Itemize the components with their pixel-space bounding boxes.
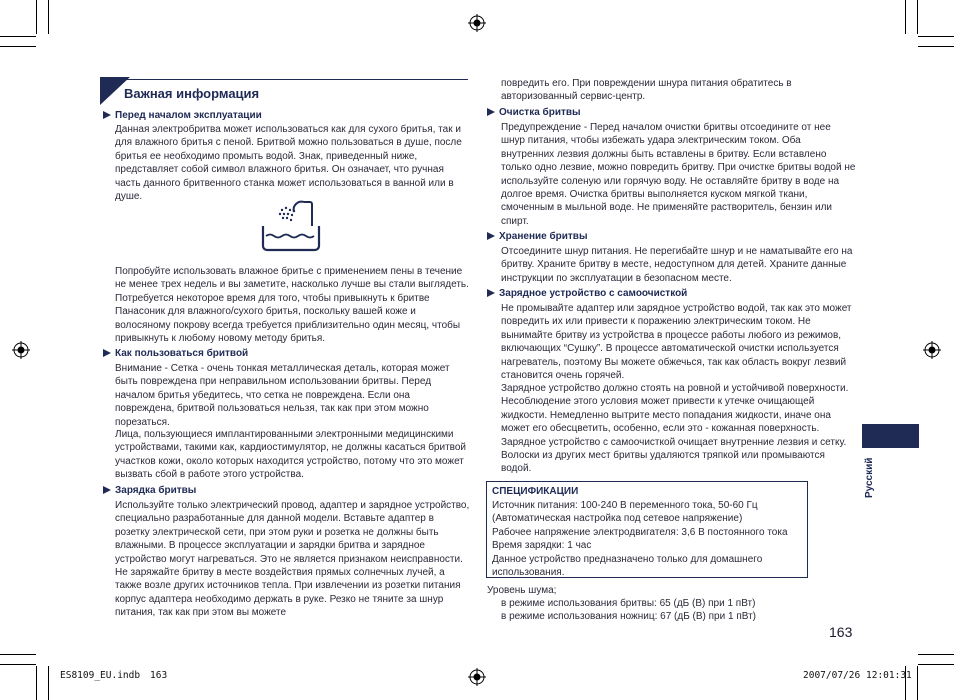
spec-line: Рабочее напряжение электродвигателя: 3,6 В постоянного тока [492,526,788,538]
section-text-before-use: Данная электробритва может использоваться как для сухого бритья, так и для влажного бритья с пеной. Бритвой можно пользоваться в душе, после бритья ее необходимо промыть водой. Знак, приведенный ниже, представляет собой символ влажного бритья. Он означает, что ручная часть данного бритвенного станка может использоваться в ванной или в душе. [115,124,462,203]
crop-mark [36,666,37,700]
crop-mark [918,36,954,37]
section-text-how-to-use: Внимание - Сетка - очень тонкая металлическая деталь, которая может быть повреждена при неправильном использовании бритвы. Перед началом бритья убедитесь, что сетка не повреждена. Если она повреждена, бритвой пользоваться нельзя, так как при этом можно порезаться. [115,363,450,428]
section-text-implant-warning: Лица, пользующиеся имплантированными электронными медицинскими устройствами, такими как, кардиостимулятор, не должны касаться бритвой участков кожи, около которых находится устройство, потому что это может вызвать сбой в работе этого устройства. [115,429,466,481]
spec-line: Время зарядки: 1 час [492,540,592,552]
specifications-list [492,499,802,579]
footer-date: 2007/07/26 [803,670,861,681]
noise-line: в режиме использования бритвы: 65 (дБ (B) при 1 пВт) [501,598,756,609]
crop-mark [917,666,918,700]
registration-mark-icon [468,14,486,32]
crop-mark [918,654,954,655]
language-tab [862,424,919,448]
spec-line: Данное устройство предназначено только для домашнего использования. [492,553,763,579]
section-title-before-use: Перед началом эксплуатации [103,110,262,121]
registration-mark-icon [923,341,941,359]
crop-mark [917,0,918,34]
page-heading: Важная информация [124,86,260,101]
crop-mark [905,0,906,34]
crop-mark [48,0,49,34]
specifications-box [486,481,808,578]
crop-mark [918,664,954,665]
crop-mark [0,654,36,655]
language-tab-label: Русский [864,457,875,498]
noise-line: в режиме использования ножниц: 67 (дБ (B) при 1 пВт) [501,611,756,622]
language-tab-label-wrap [864,448,878,508]
page-number: 163 [829,624,853,640]
crop-mark [0,36,36,37]
crop-mark [0,46,36,47]
heading-rule [124,79,468,80]
registration-mark-icon [468,668,486,686]
section-title-charging: Зарядка бритвы [103,485,196,496]
footer-time: 12:01:31 [866,670,912,681]
section-text-wet-shaving: Попробуйте использовать влажное бритье с применением пены в течение не менее трех недель и вы заметите, насколько лучше вы стали выглядеть. Потребуется некоторое время для того, чтобы привыкнуть к бритве Панасоник для влажного/сухого бритья, поскольку вашей коже и волосяному покрову всегда требуется приблизительно один месяц, чтобы привыкнуть к любому новому методу бритья. [115,266,469,345]
section-title-cleaning: Очистка бритвы [487,107,581,118]
crop-mark [48,666,49,700]
section-text-cleaning-charger-2: Зарядное устройство должно стоять на ровной и устойчивой поверхности. Несоблюдение этого условия может привести к утечке очищающей жидкости. Немедленно вытрите место попадания жидкости, иначе она может его обесцветить, особенно, если это - кожанная поверхность. Зарядное устройство с самоочисткой очищает внутренние лезвия и сетку. Волоски из других мест бритвы удаляются тряпкой или промываются водой. [501,383,849,475]
crop-mark [0,664,36,665]
bath-shower-icon [260,200,322,252]
section-text-charging: Используйте только электрический провод, адаптер и зарядное устройство, специально разработанные для данной модели. Вставьте адаптер в розетку электрической сети, при этом руки и розетка не должны быть влажными. В процессе эксплуатации и зарядки бритва и зарядное устройство могут нагреваться. Это не является признаком неисправности. Не заряжайте бритву в месте воздействия прямых солнечных лучей, а также возле других источников тепла. При извлечении из розетки питания корпус адаптера необходимо держать в руке. Резко не тяните за шнур питания, так как при этом вы можете [115,500,470,619]
registration-mark-icon [12,341,30,359]
section-title-storage: Хранение бритвы [487,231,588,242]
spec-line: (Автоматическая настройка под сетевое напряжение) [492,513,743,525]
section-text-charging-continued: повредить его. При повреждении шнура питания обратитесь в авторизованный сервис-центр. [501,78,792,103]
section-text-cleaning-charger: Не промывайте адаптер или зарядное устройство водой, так как это может повредить их или привести к поражению электрическим током. Не вынимайте бритву из устройства в процессе работы любого из режимов, включающих “Сушку”. В процессе автоматической очистки используется нагреватель, поэтому Вы можете обжечься, так как область вокруг лезвий становится очень горячей. [501,303,852,382]
section-title-how-to-use: Как пользоваться бритвой [103,348,248,359]
noise-title: Уровень шума; [487,585,557,596]
footer-page: 163 [150,670,168,681]
specifications-title: СПЕЦИФИКАЦИИ [492,486,579,497]
crop-mark [36,0,37,34]
section-text-cleaning: Предупреждение - Перед началом очистки бритвы отсоедините от нее шнур питания, чтобы избежать удара электрическим током. Оба внутренних лезвия должны быть вставлены в бритву. Если вставлено только одно лезвие, можно повредить бритву. При очистке бритвы водой не используйте соленую или горячую воду. Не оставляйте бритву в воде на долгое время. Очистка бритвы выполняется куском мягкой ткани, смоченным в мыльной воде. Не применяйте растворитель, бензин или спирт. [501,122,856,227]
spec-line: Источник питания: 100-240 В переменного тока, 50-60 Гц [492,500,758,511]
footer-file-name: ES8109_EU.indb [60,670,141,681]
section-text-storage: Отсоедините шнур питания. Не перегибайте шнур и не наматывайте его на бритву. Храните бритву в месте, недоступном для детей. Храните данные инструкции по эксплуатации в безопасном месте. [501,246,853,284]
section-title-cleaning-charger: Зарядное устройство с самоочисткой [487,288,687,299]
crop-mark [918,46,954,47]
